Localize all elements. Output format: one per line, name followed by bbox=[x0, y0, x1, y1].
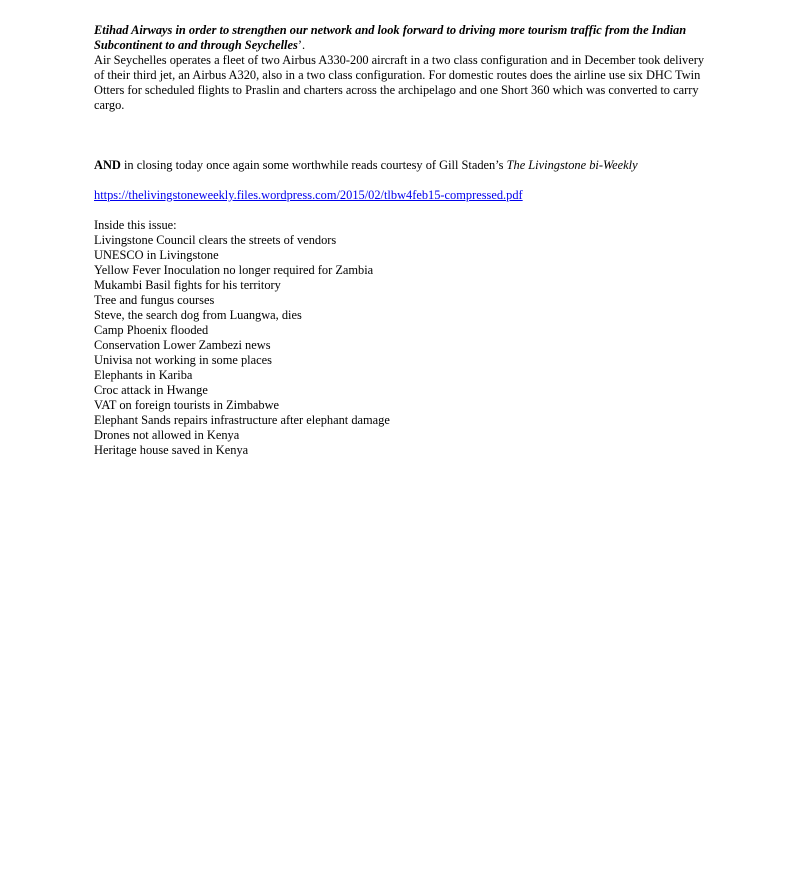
document-page bbox=[94, 23, 714, 458]
list-item: Steve, the search dog from Luangwa, dies bbox=[94, 308, 302, 322]
closing-lead: AND bbox=[94, 158, 121, 172]
list-item: Tree and fungus courses bbox=[94, 293, 215, 307]
list-item: Elephants in Kariba bbox=[94, 368, 193, 382]
etihad-quote: Etihad Airways in order to strengthen our network and look forward to driving more tourism traffic from the Indian Subcontinent to and through Seychelles bbox=[94, 23, 687, 52]
list-item: Livingstone Council clears the streets of vendors bbox=[94, 233, 337, 247]
fleet-paragraph: Air Seychelles operates a fleet of two Airbus A330-200 aircraft in a two class configuration and in December took delivery of their third jet, an Airbus A320, also in a two class configuration. For domestic routes does the airline use six DHC Twin Otters for scheduled flights to Praslin and charters across the archipelago and one Short 360 which was converted to carry cargo. bbox=[94, 53, 705, 112]
list-item: Conservation Lower Zambezi news bbox=[94, 338, 271, 352]
issue-list bbox=[94, 233, 714, 458]
closing-text: in closing today once again some worthwhile reads courtesy of Gill Staden’s bbox=[120, 158, 507, 172]
closing-paragraph bbox=[94, 158, 714, 173]
list-item: Camp Phoenix flooded bbox=[94, 323, 209, 337]
list-item: Croc attack in Hwange bbox=[94, 383, 208, 397]
newsletter-link[interactable]: https://thelivingstoneweekly.files.wordpress.com/2015/02/tlbw4feb15-compressed.pdf bbox=[94, 188, 523, 202]
list-item: Univisa not working in some places bbox=[94, 353, 272, 367]
list-item: Drones not allowed in Kenya bbox=[94, 428, 240, 442]
list-item: UNESCO in Livingstone bbox=[94, 248, 219, 262]
list-item: Heritage house saved in Kenya bbox=[94, 443, 249, 457]
inside-issue-heading: Inside this issue: bbox=[94, 218, 177, 232]
list-item: Mukambi Basil fights for his territory bbox=[94, 278, 281, 292]
intro-paragraph bbox=[94, 23, 714, 53]
publication-name: The Livingstone bi-Weekly bbox=[506, 158, 638, 172]
list-item: VAT on foreign tourists in Zimbabwe bbox=[94, 398, 280, 412]
inside-issue-section bbox=[94, 218, 714, 458]
list-item: Elephant Sands repairs infrastructure after elephant damage bbox=[94, 413, 390, 427]
quote-end: ’. bbox=[297, 38, 306, 52]
link-paragraph bbox=[94, 188, 714, 203]
list-item: Yellow Fever Inoculation no longer required for Zambia bbox=[94, 263, 374, 277]
